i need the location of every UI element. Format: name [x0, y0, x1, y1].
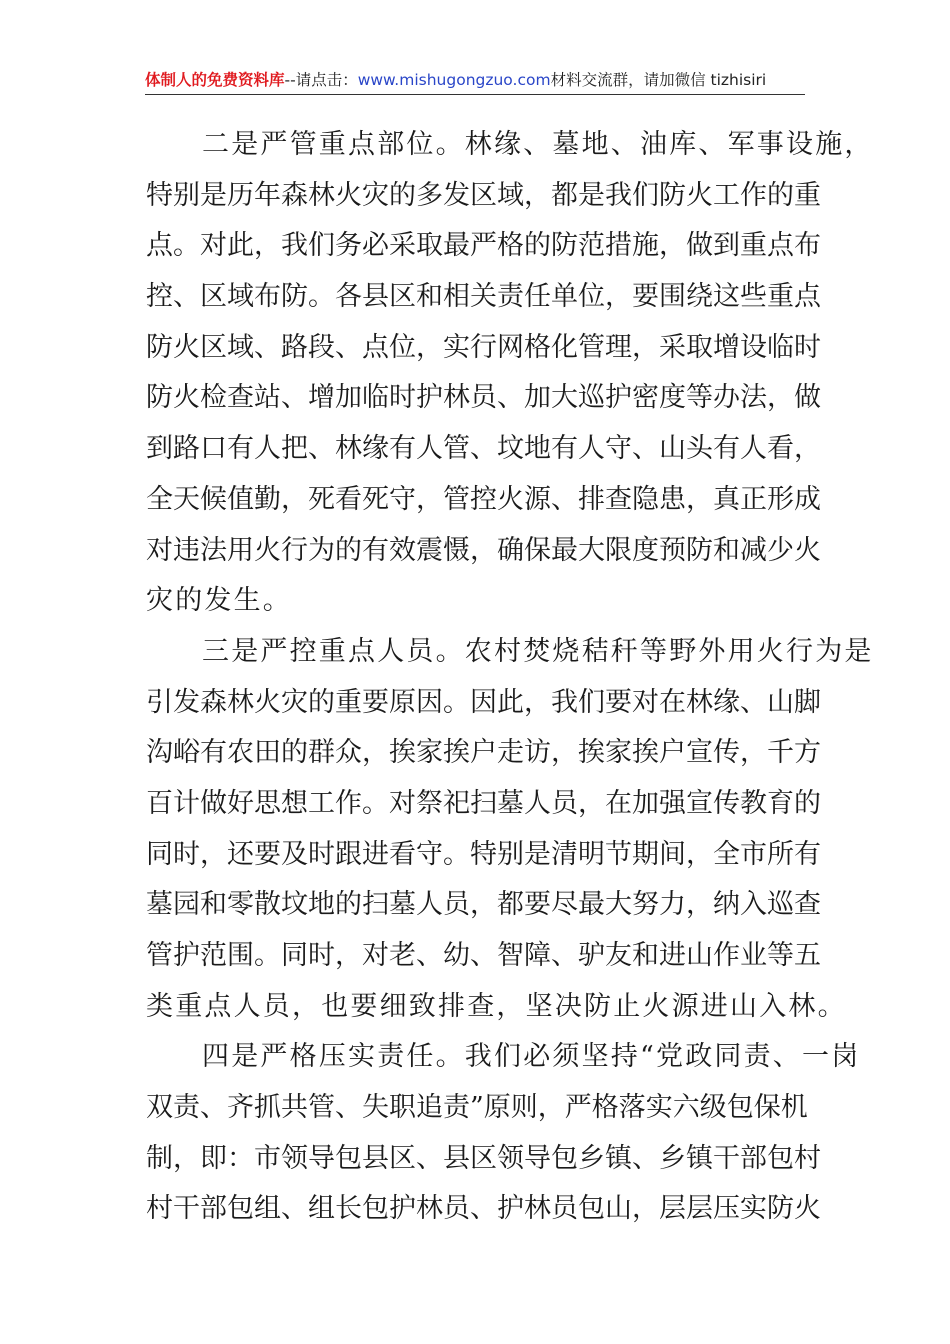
- header-brand: 体制人的免费资料库: [145, 71, 285, 89]
- paragraph-line: 墓园和零散坟地的扫墓人员，都要尽最大努力，纳入巡查: [146, 889, 821, 921]
- paragraph-line: 沟峪有农田的群众，挨家挨户走访，挨家挨户宣传，千方: [146, 737, 821, 769]
- paragraph-line: 制，即：市领导包县区、县区领导包乡镇、乡镇干部包村: [146, 1142, 821, 1174]
- paragraph-line: 双责、齐抓共管、失职追责”原则，严格落实六级包保机: [146, 1092, 808, 1124]
- document-header: [145, 68, 805, 95]
- header-prompt: --请点击：: [284, 71, 358, 89]
- paragraph-line: 四是严格压实责任。我们必须坚持“党政同责、一岗: [202, 1041, 861, 1073]
- paragraph-line: 特别是历年森林火灾的多发区域，都是我们防火工作的重: [146, 179, 821, 211]
- paragraph-line: 对违法用火行为的有效震慑，确保最大限度预防和减少火: [146, 534, 821, 566]
- paragraph-line: 村干部包组、组长包护林员、护林员包山，层层压实防火: [146, 1193, 821, 1225]
- header-link[interactable]: www.mishugongzuo.com: [357, 71, 551, 89]
- paragraph-line: 点。对此，我们务必采取最严格的防范措施，做到重点布: [146, 230, 821, 262]
- document-body: [146, 120, 874, 1235]
- paragraph-line: 类重点人员，也要细致排查，坚决防止火源进山入林。: [146, 990, 847, 1022]
- paragraph-line: 百计做好思想工作。对祭祀扫墓人员，在加强宣传教育的: [146, 787, 821, 819]
- header-contact: 材料交流群，请加微信 tizhisiri: [550, 71, 767, 89]
- paragraph-line: 管护范围。同时，对老、幼、智障、驴友和进山作业等五: [146, 940, 821, 971]
- paragraph-line: 防火区域、路段、点位，实行网格化管理，采取增设临时: [146, 331, 821, 363]
- paragraph-line: 三是严控重点人员。农村焚烧秸秆等野外用火行为是: [202, 635, 874, 667]
- paragraph-line: 全天候值勤，死看死守，管控火源、排查隐患，真正形成: [146, 483, 821, 515]
- paragraph-line: 灾的发生。: [146, 585, 292, 617]
- paragraph-line: 到路口有人把、林缘有人管、坟地有人守、山头有人看，: [146, 433, 821, 465]
- paragraph-line: 二是严管重点部位。林缘、墓地、油库、军事设施，: [202, 129, 874, 160]
- paragraph-line: 引发森林火灾的重要原因。因此，我们要对在林缘、山脚: [146, 686, 821, 718]
- paragraph-line: 同时，还要及时跟进看守。特别是清明节期间，全市所有: [146, 838, 821, 870]
- paragraph-line: 防火检查站、增加临时护林员、加大巡护密度等办法，做: [146, 382, 821, 414]
- paragraph-line: 控、区域布防。各县区和相关责任单位，要围绕这些重点: [146, 281, 821, 313]
